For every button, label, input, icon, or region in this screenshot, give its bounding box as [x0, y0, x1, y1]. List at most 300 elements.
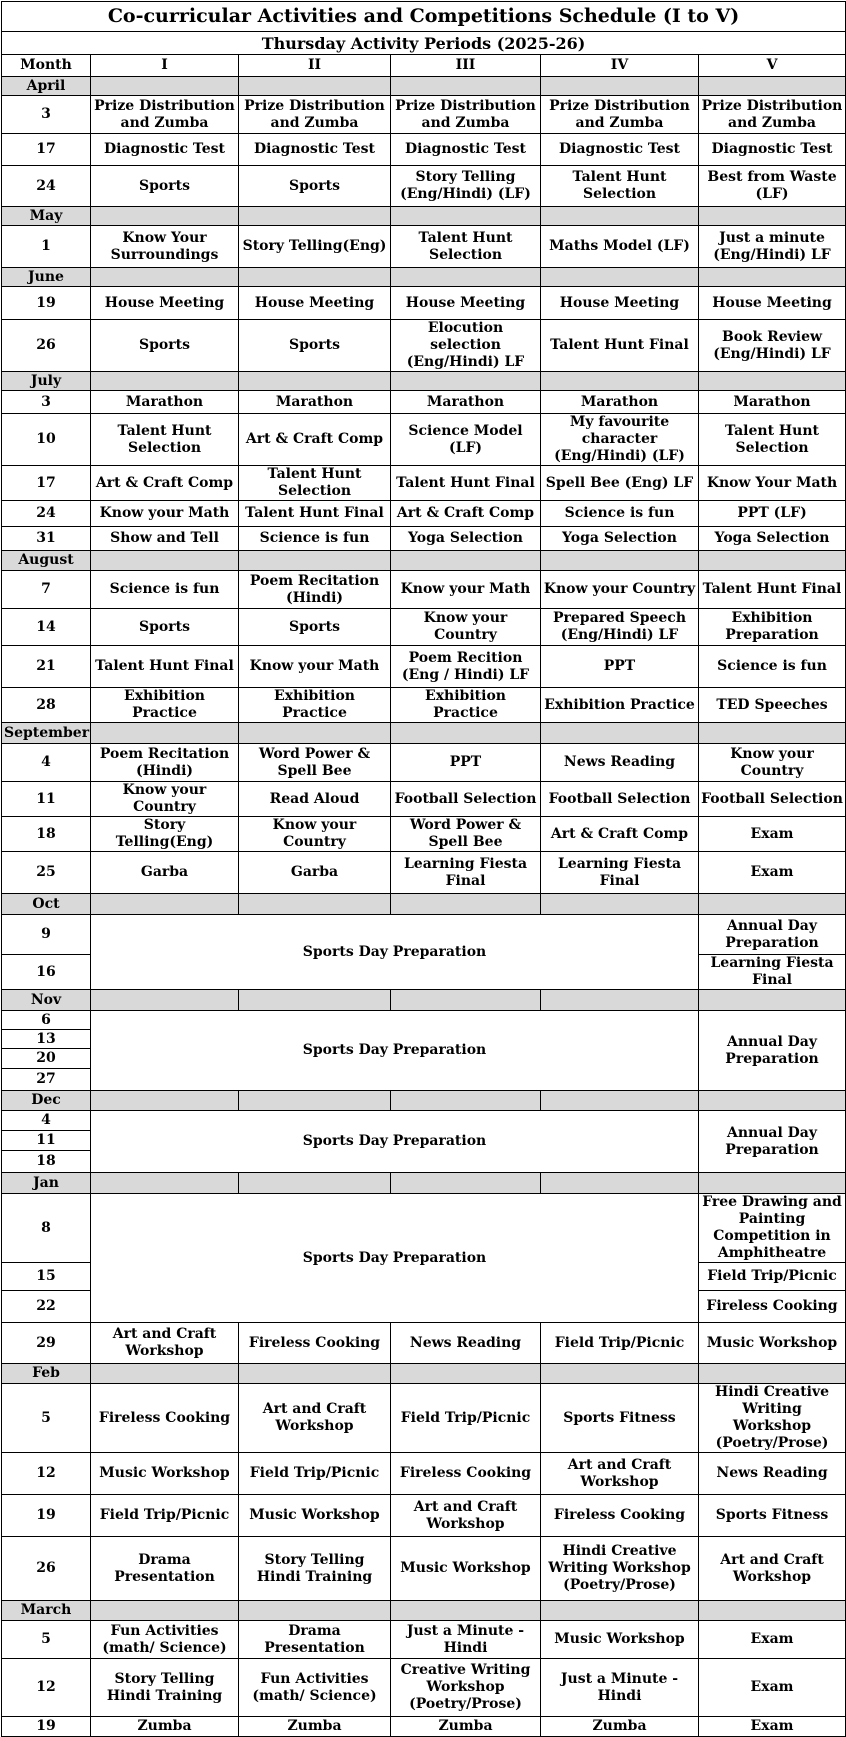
activity-cell: Talent Hunt Selection: [391, 226, 541, 268]
activity-cell: Word Power & Spell Bee: [239, 744, 391, 782]
month-row-cell: [91, 268, 239, 287]
month-label: Oct: [2, 894, 91, 915]
activity-cell: Story Telling Hindi Training: [239, 1537, 391, 1601]
month-row-cell: [91, 1173, 239, 1194]
month-label: March: [2, 1601, 91, 1621]
activity-cell: Marathon: [541, 391, 699, 414]
date-cell: 14: [2, 609, 91, 646]
date-cell: 1: [2, 226, 91, 268]
activity-cell: Music Workshop: [391, 1537, 541, 1601]
month-row: [2, 723, 846, 744]
activity-cell: Marathon: [91, 391, 239, 414]
month-label: Dec: [2, 1091, 91, 1111]
activity-cell: Word Power & Spell Bee: [391, 817, 541, 852]
date-cell: 3: [2, 96, 91, 134]
activity-cell: Science Model (LF): [391, 414, 541, 466]
date-cell: 3: [2, 391, 91, 414]
table-row: [2, 1717, 846, 1737]
month-row-cell: [391, 1601, 541, 1621]
activity-cell: Marathon: [699, 391, 846, 414]
month-row-cell: [541, 77, 699, 96]
date-cell: 31: [2, 527, 91, 551]
month-row: [2, 207, 846, 226]
month-label: Nov: [2, 990, 91, 1011]
activity-cell: Field Trip/Picnic: [239, 1453, 391, 1495]
activity-cell: Music Workshop: [91, 1453, 239, 1495]
table-row: [2, 166, 846, 207]
activity-cell: Sports: [239, 166, 391, 207]
month-row-cell: [391, 990, 541, 1011]
month-row-cell: [239, 551, 391, 571]
date-cell: 28: [2, 688, 91, 723]
table-row: [2, 527, 846, 551]
month-row-cell: [391, 551, 541, 571]
activity-cell: News Reading: [391, 1323, 541, 1364]
date-cell: 9: [2, 915, 91, 955]
activity-cell: Know your Math: [239, 646, 391, 688]
table-row: [2, 466, 846, 501]
month-row-cell: [541, 551, 699, 571]
month-row-cell: [239, 268, 391, 287]
month-row-cell: [541, 1601, 699, 1621]
header-class-ii: II: [239, 55, 391, 77]
activity-cell: Garba: [239, 852, 391, 894]
activity-cell: Field Trip/Picnic: [91, 1495, 239, 1537]
date-cell: 11: [2, 1131, 91, 1151]
date-cell: 6: [2, 1011, 91, 1030]
month-row-cell: [699, 723, 846, 744]
activity-cell: TED Speeches: [699, 688, 846, 723]
table-row: [2, 1011, 846, 1030]
activity-cell: Exhibition Preparation: [699, 609, 846, 646]
date-cell: 22: [2, 1291, 91, 1323]
activity-cell: Prize Distribution and Zumba: [91, 96, 239, 134]
activity-cell: Exhibition Practice: [91, 688, 239, 723]
month-row-cell: [541, 1173, 699, 1194]
month-row-cell: [91, 77, 239, 96]
month-row-cell: [91, 990, 239, 1011]
activity-cell: Spell Bee (Eng) LF: [541, 466, 699, 501]
activity-cell: Know Your Surroundings: [91, 226, 239, 268]
month-row-cell: [699, 207, 846, 226]
table-row: [2, 226, 846, 268]
month-row-cell: [699, 1364, 846, 1384]
month-row-cell: [391, 1364, 541, 1384]
table-row: [2, 1495, 846, 1537]
merged-activity-cell: Sports Day Preparation: [91, 1011, 699, 1091]
activity-cell: PPT: [391, 744, 541, 782]
header-class-v: V: [699, 55, 846, 77]
activity-cell: House Meeting: [541, 287, 699, 320]
activity-cell: Fun Activities (math/ Science): [239, 1659, 391, 1717]
month-row: [2, 551, 846, 571]
activity-cell: Learning Fiesta Final: [391, 852, 541, 894]
activity-cell: Sports: [91, 166, 239, 207]
date-cell: 29: [2, 1323, 91, 1364]
activity-cell: Maths Model (LF): [541, 226, 699, 268]
month-row-cell: [699, 990, 846, 1011]
activity-cell: Art & Craft Comp: [541, 817, 699, 852]
header-class-i: I: [91, 55, 239, 77]
date-cell: 5: [2, 1384, 91, 1453]
month-row-cell: [699, 1601, 846, 1621]
activity-cell: Annual Day Preparation: [699, 915, 846, 955]
activity-cell: Marathon: [391, 391, 541, 414]
month-row-cell: [391, 894, 541, 915]
month-row-cell: [699, 1173, 846, 1194]
activity-cell: Art and Craft Workshop: [239, 1384, 391, 1453]
activity-cell: Talent Hunt Selection: [239, 466, 391, 501]
activity-cell: House Meeting: [699, 287, 846, 320]
activity-cell: Music Workshop: [239, 1495, 391, 1537]
merged-activity-cell: Sports Day Preparation: [91, 1194, 699, 1323]
month-row-cell: [699, 77, 846, 96]
schedule-title: Co-curricular Activities and Competitions Schedule (I to V): [2, 2, 846, 32]
date-cell: 11: [2, 782, 91, 817]
activity-cell: Learning Fiesta Final: [699, 955, 846, 990]
month-row-cell: [391, 77, 541, 96]
month-row: [2, 1091, 846, 1111]
activity-cell: Exhibition Practice: [391, 688, 541, 723]
date-cell: 17: [2, 466, 91, 501]
month-row-cell: [239, 77, 391, 96]
activity-cell: Talent Hunt Final: [91, 646, 239, 688]
activity-cell: Fireless Cooking: [699, 1291, 846, 1323]
activity-cell: Diagnostic Test: [91, 134, 239, 166]
month-row-cell: [541, 1091, 699, 1111]
month-row-cell: [699, 551, 846, 571]
activity-cell: News Reading: [699, 1453, 846, 1495]
activity-cell: Exhibition Practice: [239, 688, 391, 723]
table-row: [2, 688, 846, 723]
table-row: [2, 1384, 846, 1453]
month-row-cell: [91, 372, 239, 391]
activity-cell: Talent Hunt Selection: [541, 166, 699, 207]
month-label: July: [2, 372, 91, 391]
month-row: [2, 372, 846, 391]
month-row-cell: [391, 207, 541, 226]
activity-cell: Talent Hunt Final: [391, 466, 541, 501]
activity-cell: Art & Craft Comp: [391, 501, 541, 527]
activity-cell: News Reading: [541, 744, 699, 782]
table-row: [2, 1453, 846, 1495]
activity-cell: Elocution selection (Eng/Hindi) LF: [391, 320, 541, 372]
activity-cell: Sports Fitness: [541, 1384, 699, 1453]
date-cell: 4: [2, 744, 91, 782]
activity-cell: Sports: [239, 320, 391, 372]
activity-cell: Prize Distribution and Zumba: [699, 96, 846, 134]
activity-cell: Know your Math: [391, 571, 541, 609]
activity-cell: Fireless Cooking: [239, 1323, 391, 1364]
activity-cell: Diagnostic Test: [699, 134, 846, 166]
table-row: [2, 320, 846, 372]
month-label: Jan: [2, 1173, 91, 1194]
month-row-cell: [391, 372, 541, 391]
activity-cell: Field Trip/Picnic: [699, 1263, 846, 1291]
activity-cell: Talent Hunt Final: [239, 501, 391, 527]
activity-cell: Best from Waste (LF): [699, 166, 846, 207]
activity-cell: House Meeting: [91, 287, 239, 320]
activity-cell: Just a Minute - Hindi: [391, 1621, 541, 1659]
activity-cell: Know your Country: [699, 744, 846, 782]
activity-cell: Marathon: [239, 391, 391, 414]
table-row: [2, 571, 846, 609]
activity-cell: Sports Fitness: [699, 1495, 846, 1537]
month-row: [2, 990, 846, 1011]
date-cell: 24: [2, 501, 91, 527]
activity-cell: Exam: [699, 817, 846, 852]
activity-cell: PPT: [541, 646, 699, 688]
activity-cell: Know Your Math: [699, 466, 846, 501]
activity-cell: Drama Presentation: [239, 1621, 391, 1659]
activity-cell: Yoga Selection: [541, 527, 699, 551]
activity-cell: Art and Craft Workshop: [541, 1453, 699, 1495]
activity-cell: Football Selection: [699, 782, 846, 817]
table-row: [2, 1111, 846, 1131]
activity-cell: Know your Country: [541, 571, 699, 609]
activity-cell: Music Workshop: [541, 1621, 699, 1659]
month-row-cell: [91, 551, 239, 571]
date-cell: 12: [2, 1453, 91, 1495]
activity-cell: Story Telling Hindi Training: [91, 1659, 239, 1717]
activity-cell: House Meeting: [391, 287, 541, 320]
merged-activity-cell: Sports Day Preparation: [91, 1111, 699, 1173]
activity-cell: Art and Craft Workshop: [391, 1495, 541, 1537]
activity-cell: Hindi Creative Writing Workshop (Poetry/Prose): [541, 1537, 699, 1601]
activity-cell: Hindi Creative Writing Workshop (Poetry/Prose): [699, 1384, 846, 1453]
month-row-cell: [91, 1364, 239, 1384]
activity-cell: Know your Country: [91, 782, 239, 817]
date-cell: 12: [2, 1659, 91, 1717]
date-cell: 19: [2, 287, 91, 320]
month-row-cell: [239, 894, 391, 915]
schedule-subtitle: Thursday Activity Periods (2025-26): [2, 32, 846, 55]
month-row-cell: [391, 723, 541, 744]
date-cell: 21: [2, 646, 91, 688]
activity-cell: Diagnostic Test: [391, 134, 541, 166]
table-row: [2, 391, 846, 414]
table-row: [2, 1323, 846, 1364]
activity-cell: Zumba: [239, 1717, 391, 1737]
month-row-cell: [541, 894, 699, 915]
date-cell: 8: [2, 1194, 91, 1263]
activity-cell: Garba: [91, 852, 239, 894]
activity-cell: Know your Country: [391, 609, 541, 646]
date-cell: 15: [2, 1263, 91, 1291]
activity-cell: Show and Tell: [91, 527, 239, 551]
activity-cell: Science is fun: [239, 527, 391, 551]
activity-cell: Field Trip/Picnic: [391, 1384, 541, 1453]
table-row: [2, 782, 846, 817]
month-row: [2, 77, 846, 96]
date-cell: 26: [2, 1537, 91, 1601]
month-row-cell: [699, 894, 846, 915]
activity-cell: Annual Day Preparation: [699, 1111, 846, 1173]
activity-cell: Sports: [91, 320, 239, 372]
activity-cell: Know your Country: [239, 817, 391, 852]
activity-cell: Yoga Selection: [391, 527, 541, 551]
month-row: [2, 1601, 846, 1621]
activity-cell: Just a minute (Eng/Hindi) LF: [699, 226, 846, 268]
month-row-cell: [391, 1091, 541, 1111]
date-cell: 24: [2, 166, 91, 207]
header-class-iv: IV: [541, 55, 699, 77]
activity-cell: Science is fun: [91, 571, 239, 609]
table-row: [2, 501, 846, 527]
date-cell: 26: [2, 320, 91, 372]
activity-cell: Book Review (Eng/Hindi) LF: [699, 320, 846, 372]
activity-cell: Art and Craft Workshop: [699, 1537, 846, 1601]
month-label: June: [2, 268, 91, 287]
month-row-cell: [239, 1364, 391, 1384]
table-row: [2, 96, 846, 134]
date-cell: 19: [2, 1717, 91, 1737]
date-cell: 4: [2, 1111, 91, 1131]
month-row-cell: [239, 207, 391, 226]
activity-cell: Know your Math: [91, 501, 239, 527]
date-cell: 25: [2, 852, 91, 894]
activity-cell: Exam: [699, 1717, 846, 1737]
activity-cell: Creative Writing Workshop (Poetry/Prose): [391, 1659, 541, 1717]
activity-cell: Story Telling(Eng): [91, 817, 239, 852]
activity-cell: PPT (LF): [699, 501, 846, 527]
month-row-cell: [239, 372, 391, 391]
month-label: April: [2, 77, 91, 96]
table-row: [2, 1621, 846, 1659]
table-row: [2, 646, 846, 688]
date-cell: 13: [2, 1030, 91, 1049]
activity-cell: Prize Distribution and Zumba: [239, 96, 391, 134]
activity-cell: Free Drawing and Painting Competition in Amphitheatre: [699, 1194, 846, 1263]
activity-cell: Zumba: [391, 1717, 541, 1737]
month-row-cell: [91, 207, 239, 226]
month-label: May: [2, 207, 91, 226]
month-row-cell: [239, 990, 391, 1011]
activity-cell: Poem Recition (Eng / Hindi) LF: [391, 646, 541, 688]
date-cell: 20: [2, 1049, 91, 1069]
activity-cell: Zumba: [541, 1717, 699, 1737]
month-row: [2, 1364, 846, 1384]
activity-cell: Talent Hunt Final: [541, 320, 699, 372]
date-cell: 10: [2, 414, 91, 466]
date-cell: 18: [2, 817, 91, 852]
activity-cell: Story Telling (Eng/Hindi) (LF): [391, 166, 541, 207]
activity-cell: Science is fun: [699, 646, 846, 688]
date-cell: 17: [2, 134, 91, 166]
month-row-cell: [91, 1601, 239, 1621]
activity-cell: Prize Distribution and Zumba: [541, 96, 699, 134]
activity-cell: Football Selection: [541, 782, 699, 817]
month-row: [2, 1173, 846, 1194]
month-row-cell: [541, 990, 699, 1011]
activity-cell: Fireless Cooking: [541, 1495, 699, 1537]
merged-activity-cell: Sports Day Preparation: [91, 915, 699, 990]
month-row-cell: [391, 268, 541, 287]
activity-cell: My favourite character (Eng/Hindi) (LF): [541, 414, 699, 466]
table-row: [2, 414, 846, 466]
date-cell: 27: [2, 1069, 91, 1091]
date-cell: 5: [2, 1621, 91, 1659]
date-cell: 19: [2, 1495, 91, 1537]
month-row-cell: [541, 1364, 699, 1384]
table-row: [2, 609, 846, 646]
activity-cell: Zumba: [91, 1717, 239, 1737]
table-row: [2, 817, 846, 852]
schedule-table: [1, 1, 846, 1737]
activity-cell: Music Workshop: [699, 1323, 846, 1364]
activity-cell: Art & Craft Comp: [239, 414, 391, 466]
month-row-cell: [91, 1091, 239, 1111]
activity-cell: Exam: [699, 1659, 846, 1717]
month-label: September: [2, 723, 91, 744]
activity-cell: Sports: [91, 609, 239, 646]
activity-cell: House Meeting: [239, 287, 391, 320]
table-row: [2, 1194, 846, 1263]
activity-cell: Just a Minute - Hindi: [541, 1659, 699, 1717]
month-label: Feb: [2, 1364, 91, 1384]
activity-cell: Poem Recitation (Hindi): [91, 744, 239, 782]
date-cell: 18: [2, 1151, 91, 1173]
table-row: [2, 744, 846, 782]
month-row-cell: [541, 723, 699, 744]
activity-cell: Poem Recitation (Hindi): [239, 571, 391, 609]
activity-cell: Art & Craft Comp: [91, 466, 239, 501]
header-class-iii: III: [391, 55, 541, 77]
activity-cell: Diagnostic Test: [541, 134, 699, 166]
activity-cell: Talent Hunt Selection: [91, 414, 239, 466]
table-row: [2, 134, 846, 166]
month-row-cell: [239, 1091, 391, 1111]
activity-cell: Talent Hunt Selection: [699, 414, 846, 466]
activity-cell: Yoga Selection: [699, 527, 846, 551]
table-row: [2, 1659, 846, 1717]
month-row-cell: [699, 372, 846, 391]
month-row-cell: [239, 723, 391, 744]
activity-cell: Talent Hunt Final: [699, 571, 846, 609]
activity-cell: Prepared Speech (Eng/Hindi) LF: [541, 609, 699, 646]
activity-cell: Science is fun: [541, 501, 699, 527]
header-month: Month: [2, 55, 91, 77]
month-row-cell: [699, 268, 846, 287]
month-row-cell: [239, 1173, 391, 1194]
month-row-cell: [239, 1601, 391, 1621]
table-row: [2, 852, 846, 894]
activity-cell: Field Trip/Picnic: [541, 1323, 699, 1364]
activity-cell: Art and Craft Workshop: [91, 1323, 239, 1364]
date-cell: 7: [2, 571, 91, 609]
table-row: [2, 1537, 846, 1601]
month-row-cell: [541, 372, 699, 391]
activity-cell: Learning Fiesta Final: [541, 852, 699, 894]
activity-cell: Fireless Cooking: [391, 1453, 541, 1495]
activity-cell: Exam: [699, 1621, 846, 1659]
activity-cell: Fun Activities (math/ Science): [91, 1621, 239, 1659]
activity-cell: Prize Distribution and Zumba: [391, 96, 541, 134]
activity-cell: Story Telling(Eng): [239, 226, 391, 268]
month-row-cell: [91, 723, 239, 744]
activity-cell: Exam: [699, 852, 846, 894]
month-row-cell: [391, 1173, 541, 1194]
activity-cell: Sports: [239, 609, 391, 646]
activity-cell: Annual Day Preparation: [699, 1011, 846, 1091]
activity-cell: Football Selection: [391, 782, 541, 817]
month-row: [2, 268, 846, 287]
month-row-cell: [91, 894, 239, 915]
activity-cell: Fireless Cooking: [91, 1384, 239, 1453]
table-row: [2, 915, 846, 955]
month-row-cell: [541, 268, 699, 287]
month-row-cell: [541, 207, 699, 226]
